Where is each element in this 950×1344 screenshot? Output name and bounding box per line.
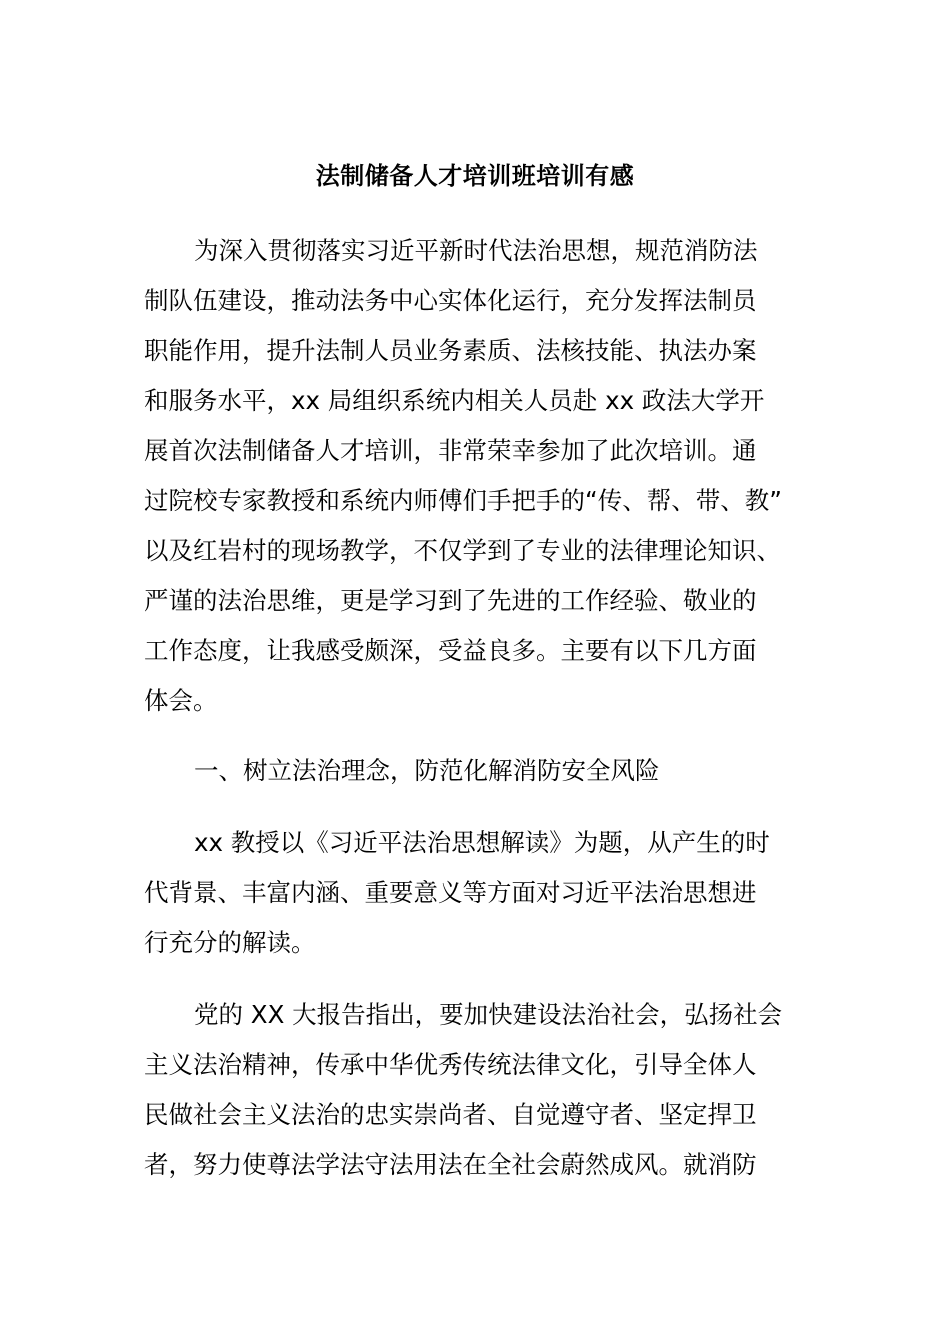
text-line: 以及红岩村的现场教学，不仅学到了专业的法律理论知识、 (144, 536, 781, 565)
text-line: 代背景、丰富内涵、重要意义等方面对习近平法治思想进 (144, 878, 757, 907)
text-line: 严谨的法治思维，更是学习到了先进的工作经验、敬业的 (144, 586, 757, 615)
text-line: 民做社会主义法治的忠实崇尚者、自觉遵守者、坚定捍卫 (144, 1100, 757, 1129)
text-line: 过院校专家教授和系统内师傅们手把手的“传、帮、带、教” (144, 486, 782, 515)
section-heading-1 (144, 746, 806, 796)
document-title: 法制储备人才培训班培训有感 (315, 162, 635, 190)
text-line: 制队伍建设，推动法务中心实体化运行，充分发挥法制员 (144, 286, 757, 315)
text-line: 职能作用，提升法制人员业务素质、法核技能、执法办案 (144, 336, 757, 365)
text-line: 主义法治精神，传承中华优秀传统法律文化，引导全体人 (144, 1050, 757, 1079)
text-line: 为深入贯彻落实习近平新时代法治思想，规范消防法 (194, 236, 758, 265)
paragraph-1 (144, 226, 806, 726)
paragraph-2 (144, 818, 806, 968)
heading-text: 一、树立法治理念，防范化解消防安全风险 (194, 756, 660, 785)
text-line: 工作态度，让我感受颇深，受益良多。主要有以下几方面 (144, 636, 757, 665)
text-line: 体会。 (144, 686, 218, 715)
text-line: 行充分的解读。 (144, 928, 316, 957)
text-line: 党的 XX 大报告指出，要加快建设法治社会，弘扬社会 (194, 1000, 783, 1029)
paragraph-3 (144, 990, 806, 1190)
text-line: 者，努力使尊法学法守法用法在全社会蔚然成风。就消防 (144, 1150, 757, 1179)
text-line: 展首次法制储备人才培训，非常荣幸参加了此次培训。通 (144, 436, 757, 465)
text-line: 和服务水平，xx 局组织系统内相关人员赴 xx 政法大学开 (144, 386, 765, 415)
text-line: xx 教授以《习近平法治思想解读》为题，从产生的时 (194, 828, 770, 857)
